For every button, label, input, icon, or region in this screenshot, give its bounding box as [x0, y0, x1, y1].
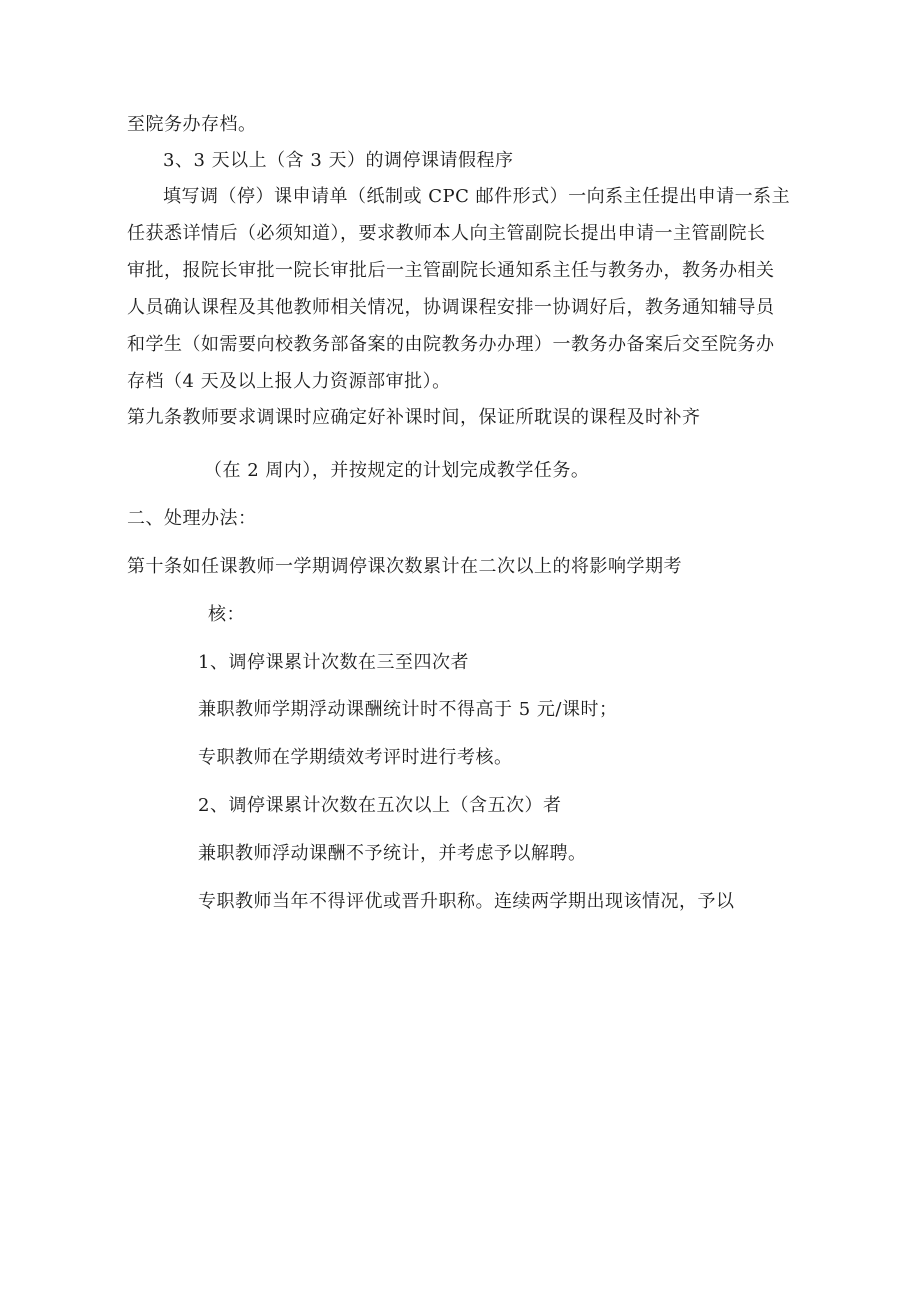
article-nine-line-1: 第九条教师要求调课时应确定好补课时间，保证所耽误的课程及时补齐 [127, 407, 701, 428]
text-line-procedure-2: 任获悉详情后（必须知道），要求教师本人向主管副院长提出申请一主管副院长 [127, 223, 766, 244]
text-line-procedure-6: 存档（4 天及以上报人力资源部审批）。 [127, 371, 451, 392]
article-ten-line-2: 核： [208, 604, 245, 625]
rule-item-2-heading: 2、调停课累计次数在五次以上（含五次）者 [198, 795, 562, 816]
article-ten-line-1: 第十条如任课教师一学期调停课次数累计在二次以上的将影响学期考 [127, 556, 682, 577]
text-line-procedure-1: 填写调（停）课申请单（纸制或 CPC 邮件形式）一向系主任提出申请一系主 [163, 186, 791, 207]
rule-item-1-heading: 1、调停课累计次数在三至四次者 [198, 652, 469, 673]
rule-item-2-fulltime: 专职教师当年不得评优或晋升职称。连续两学期出现该情况，予以 [198, 891, 735, 912]
article-nine-line-2: （在 2 周内），并按规定的计划完成教学任务。 [204, 460, 590, 481]
text-line-procedure-3: 审批，报院长审批一院长审批后一主管副院长通知系主任与教务办，教务办相关 [127, 260, 775, 281]
rule-item-1-fulltime: 专职教师在学期绩效考评时进行考核。 [198, 747, 513, 768]
section-heading-handling: 二、处理办法： [127, 508, 257, 529]
text-line-procedure-5: 和学生（如需要向校教务部备案的由院教务办办理）一教务办备案后交至院务办 [127, 334, 775, 355]
text-line-procedure-4: 人员确认课程及其他教师相关情况，协调课程安排一协调好后，教务通知辅导员 [127, 297, 775, 318]
heading-three-days-procedure: 3、3 天以上（含 3 天）的调停课请假程序 [163, 150, 514, 171]
rule-item-1-parttime: 兼职教师学期浮动课酬统计时不得高于 5 元/课时； [198, 699, 618, 720]
rule-item-2-parttime: 兼职教师浮动课酬不予统计，并考虑予以解聘。 [198, 843, 587, 864]
text-line-archive: 至院务办存档。 [127, 114, 257, 135]
